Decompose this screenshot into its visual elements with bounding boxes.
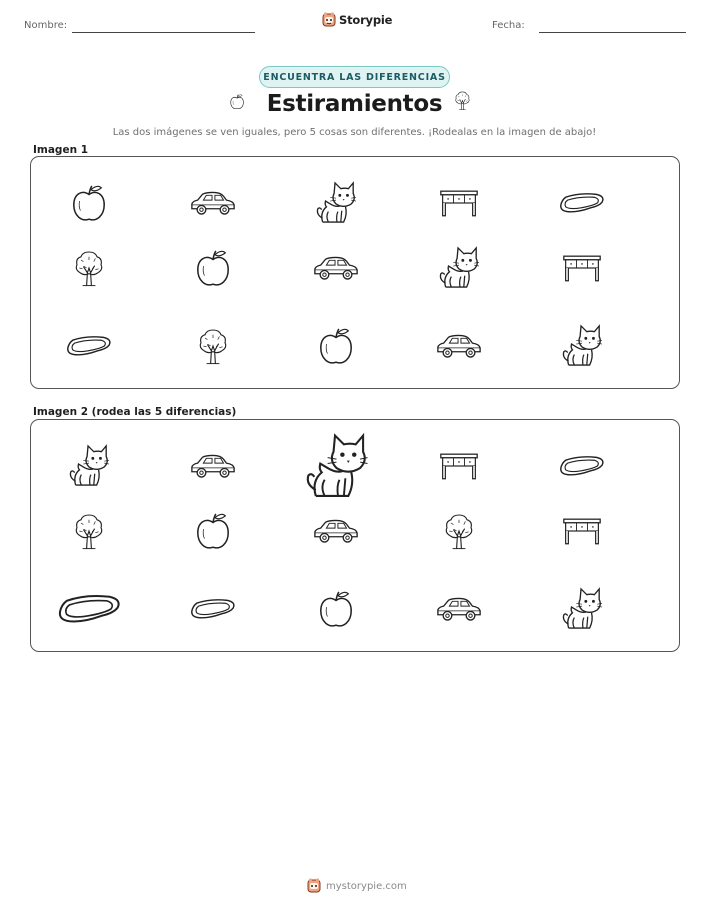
activity-badge: ENCUENTRA LAS DIFERENCIAS xyxy=(259,66,450,88)
band-icon[interactable] xyxy=(56,592,123,626)
brand-name: Storypie xyxy=(339,13,393,27)
date-label: Fecha: xyxy=(492,20,525,31)
tree-icon[interactable] xyxy=(443,508,475,554)
instructions: Las dos imágenes se ven iguales, pero 5 cosas son diferentes. ¡Rodealas en la imagen de abajo! xyxy=(112,127,597,138)
apple-icon xyxy=(317,324,355,368)
apple-icon xyxy=(194,246,232,290)
tree-icon xyxy=(197,323,229,369)
car-icon[interactable] xyxy=(312,516,360,546)
desk-icon[interactable] xyxy=(562,516,602,546)
band-icon xyxy=(65,334,113,358)
tree-icon xyxy=(73,245,105,291)
band-icon[interactable] xyxy=(558,454,606,478)
car-icon xyxy=(312,253,360,283)
name-label: Nombre: xyxy=(24,20,68,31)
tree-icon xyxy=(454,90,480,122)
cat-icon xyxy=(315,180,357,226)
image1-panel xyxy=(30,156,680,389)
band-icon[interactable] xyxy=(189,597,237,621)
footer-url: mystorypie.com xyxy=(326,880,407,892)
cat-icon xyxy=(438,245,480,291)
tree-icon[interactable] xyxy=(73,508,105,554)
desk-icon xyxy=(439,188,479,218)
apple-icon[interactable] xyxy=(194,509,232,553)
apple-icon xyxy=(70,181,108,225)
car-icon xyxy=(189,188,237,218)
cat-icon xyxy=(561,323,603,369)
cat-icon[interactable] xyxy=(304,431,369,502)
image2-label: Imagen 2 (rodea las 5 diferencias) xyxy=(33,406,237,418)
car-icon[interactable] xyxy=(435,594,483,624)
car-icon[interactable] xyxy=(189,451,237,481)
cat-icon[interactable] xyxy=(68,443,110,489)
page-title: Estiramientos xyxy=(266,91,443,117)
car-icon xyxy=(435,331,483,361)
cat-icon[interactable] xyxy=(561,586,603,632)
image1-label: Imagen 1 xyxy=(33,144,89,156)
footer xyxy=(307,878,407,894)
desk-icon[interactable] xyxy=(439,451,479,481)
band-icon xyxy=(558,191,606,215)
name-field[interactable] xyxy=(72,32,255,33)
storypie-mascot-icon xyxy=(307,878,321,894)
desk-icon xyxy=(562,253,602,283)
storypie-mascot-icon xyxy=(322,12,336,28)
brand-logo xyxy=(322,12,392,28)
date-field[interactable] xyxy=(539,32,686,33)
apple-icon[interactable] xyxy=(317,587,355,631)
image2-panel[interactable] xyxy=(30,419,680,652)
